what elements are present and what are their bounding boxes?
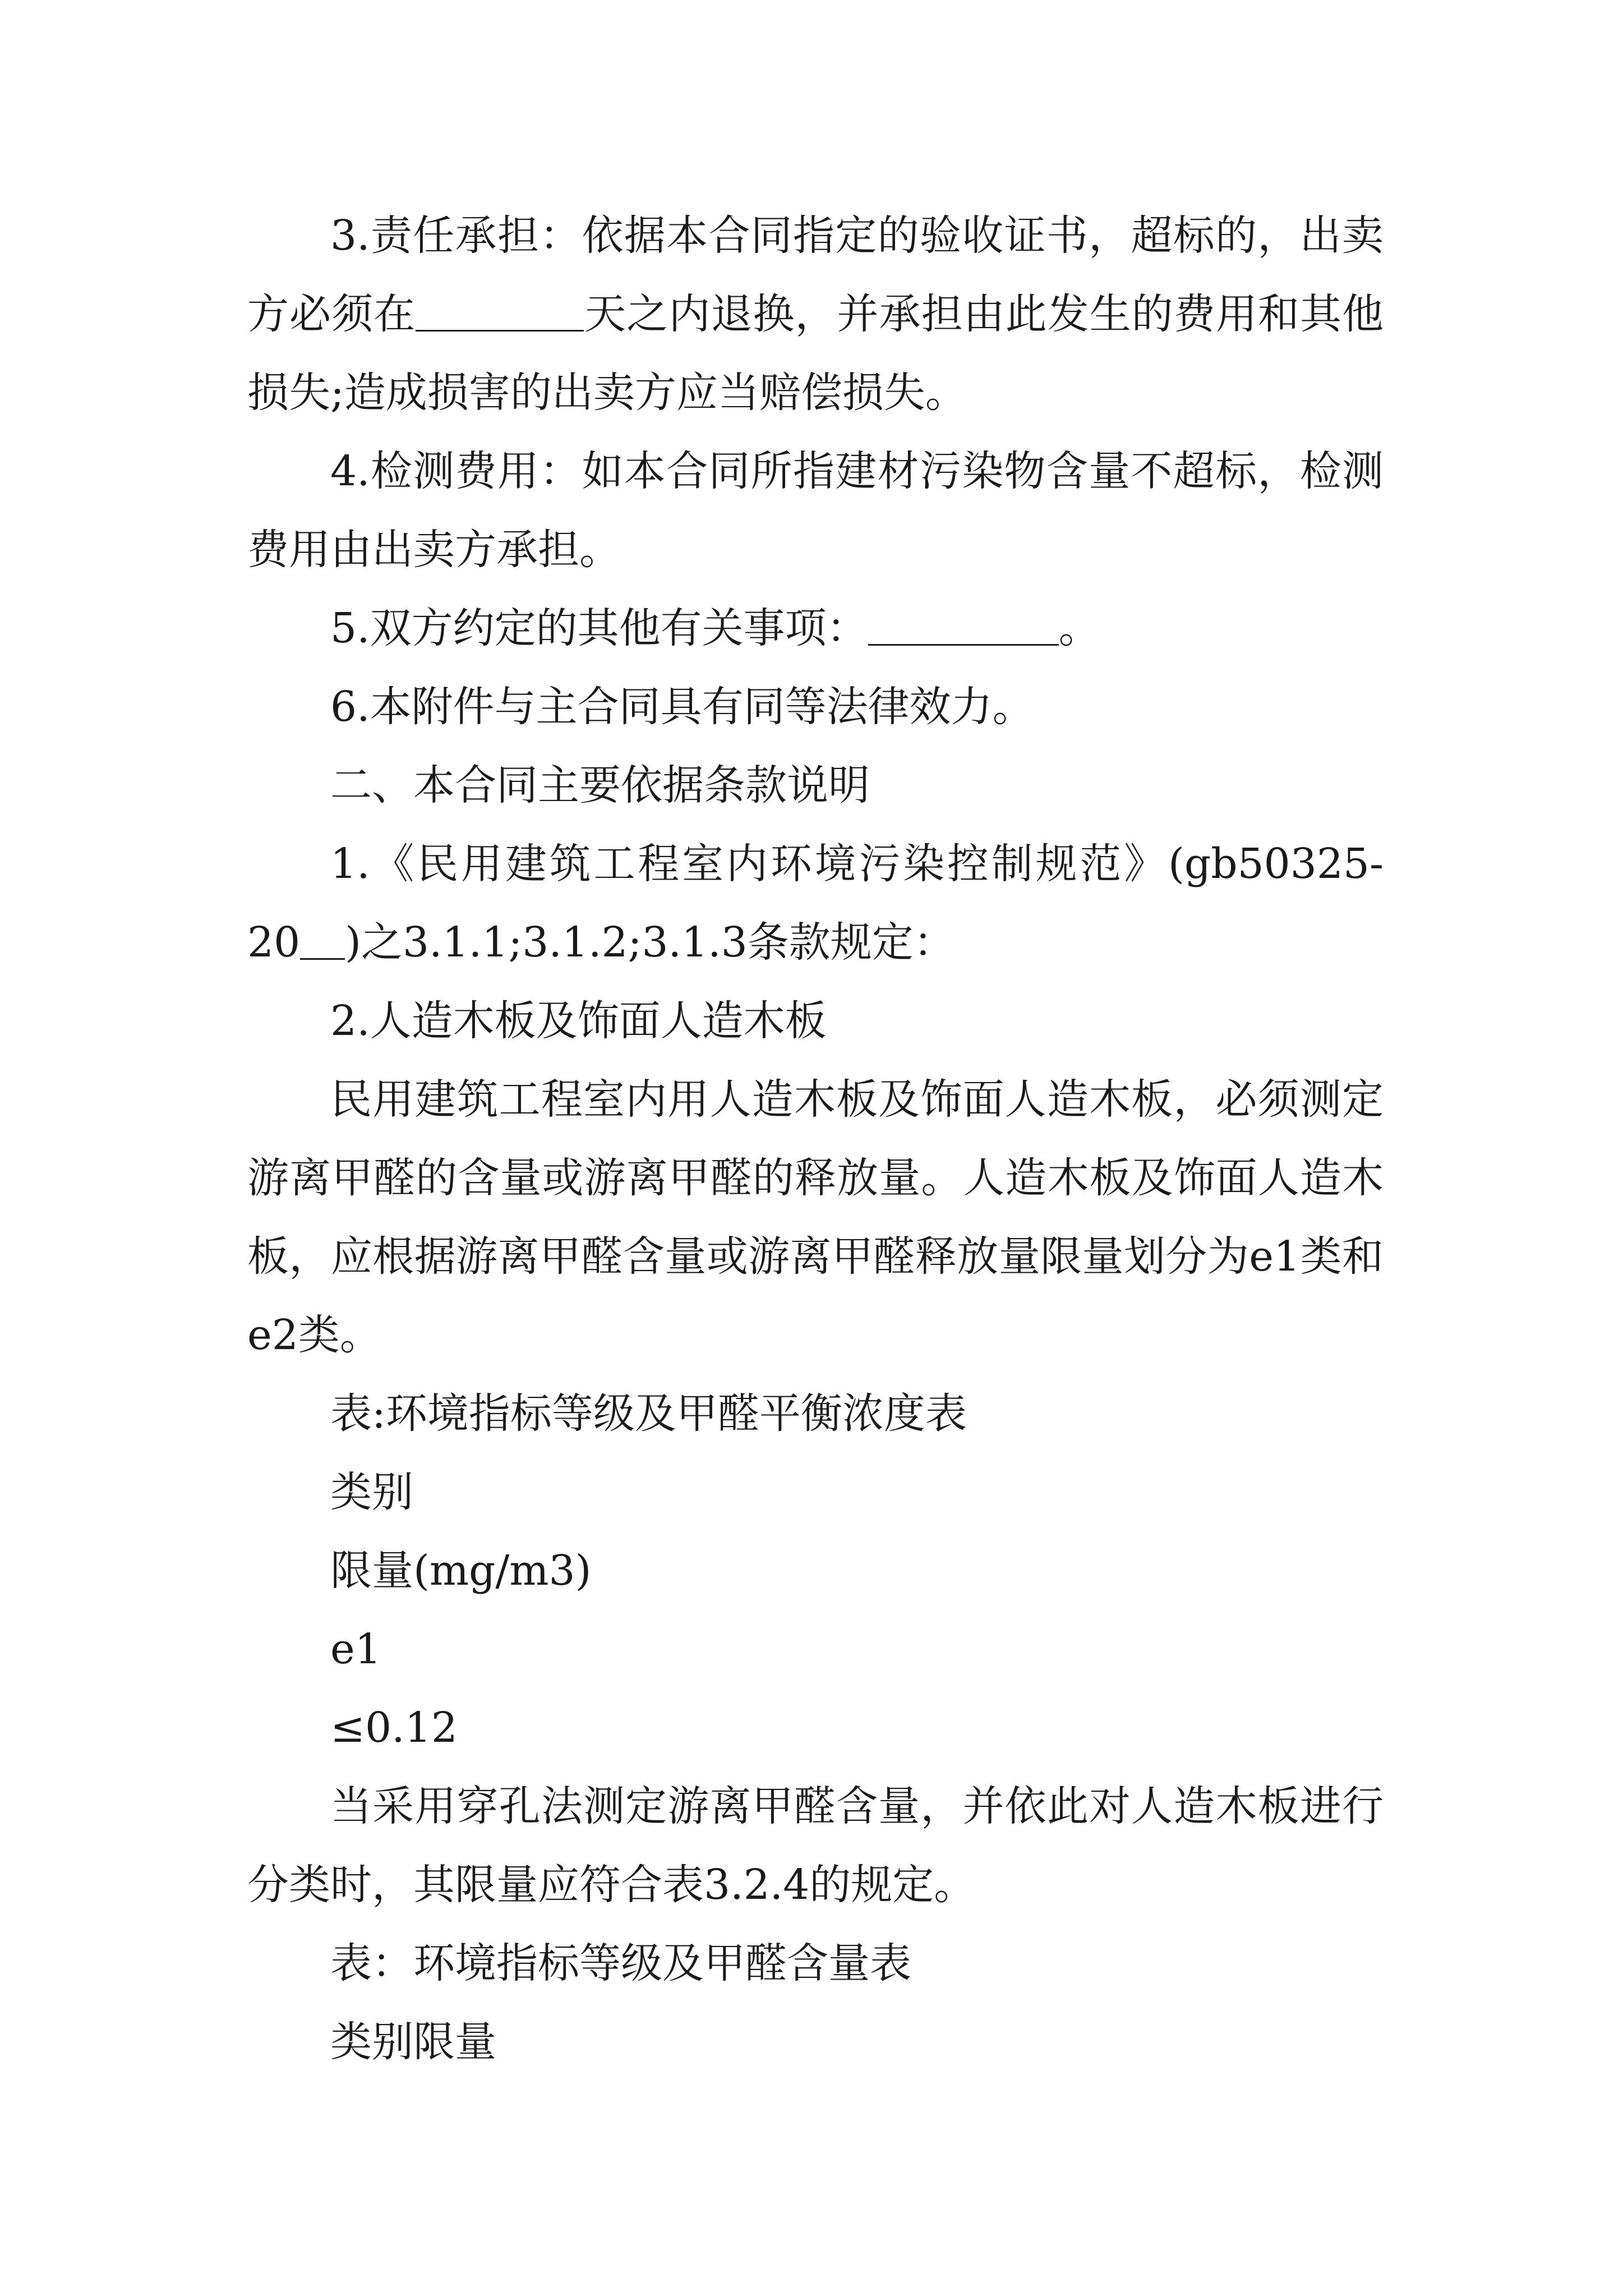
paragraph-perforation-method: 当采用穿孔法测定游离甲醛含量，并依此对人造木板进行分类时，其限量应符合表3.2.4的规定。 [247,1782,1384,1909]
clause-other-matters-text-after: 。 [1058,604,1100,652]
table-title-equilibrium-concentration: 表:环境指标等级及甲醛平衡浓度表 [330,1389,967,1438]
table-cell-category-header: 类别 [330,1468,413,1516]
paragraph-formaldehyde-requirement: 民用建筑工程室内用人造木板及饰面人造木板，必须测定游离甲醛的含量或游离甲醛的释放量。人造木板及饰面人造木板，应根据游离甲醛含量或游离甲醛释放量限量划分为e1类和e2类。 [247,1075,1384,1359]
clause-responsibility-text-after: 天之内退换，并承担由此发生的费用和其他损失;造成损害的出卖方应当赔偿损失。 [247,290,1384,417]
clause-responsibility [247,196,1384,432]
clause-other-matters [247,589,1384,668]
document-body [247,196,1384,2081]
clause-standard-reference-text-before: 1.《民用建筑工程室内环境污染控制规范》(gb50325-20 [247,840,1384,967]
days-blank-field[interactable] [416,292,584,332]
clause-other-matters-text-before: 5.双方约定的其他有关事项： [330,604,868,652]
table-cell-e1: e1 [330,1625,381,1673]
table-cell-limit-header: 限量(mg/m3) [330,1547,592,1595]
clause-standard-reference-text-after: )之3.1.1;3.1.2;3.1.3条款规定： [345,918,955,967]
section-heading-basis: 二、本合同主要依据条款说明 [330,761,870,809]
table-title-formaldehyde-content: 表：环境指标等级及甲醛含量表 [330,1939,911,1987]
clause-standard-reference [247,825,1384,982]
other-matters-blank-field[interactable] [868,606,1059,646]
clause-testing-fee: 4.检测费用：如本合同所指建材污染物含量不超标，检测费用由出卖方承担。 [247,447,1384,574]
clause-legal-effect: 6.本附件与主合同具有同等法律效力。 [330,683,1034,731]
table-cell-e1-limit: ≤0.12 [330,1704,458,1752]
year-blank-field[interactable] [300,921,345,960]
table-cell-category-limit-header: 类别限量 [330,2018,496,2066]
clause-responsibility-text-before: 3.责任承担：依据本合同指定的验收证书，超标的，出卖方必须在 [247,211,1384,338]
subheading-wood-panels: 2.人造木板及饰面人造木板 [330,997,827,1045]
